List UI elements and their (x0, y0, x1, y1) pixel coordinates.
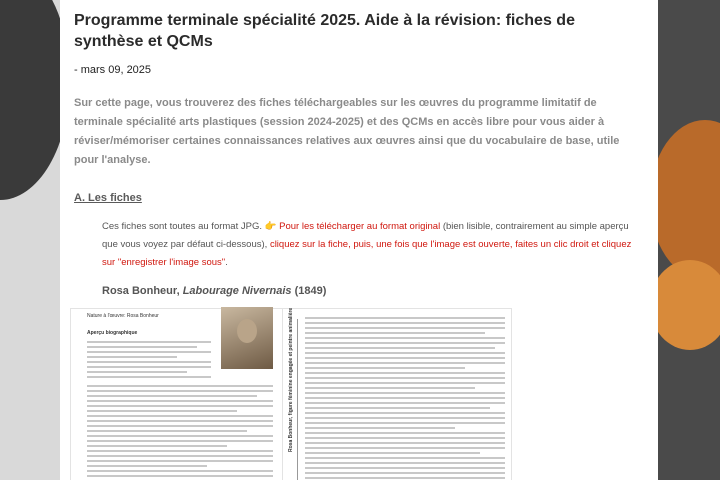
post-date: - mars 09, 2025 (74, 64, 152, 76)
instructions-text-2: (bien lisible, contrairement au simple aperçu que vous voyez par défaut ci-dessous), (102, 221, 629, 250)
artwork-heading (74, 285, 644, 297)
sheet-thumbnail-biography[interactable] (70, 308, 285, 480)
background-arc-2 (650, 260, 720, 350)
download-instructions (74, 218, 634, 272)
artwork-year: (1849) (291, 285, 327, 297)
instructions-highlight: Pour les télécharger au format original (276, 221, 441, 232)
instructions-end: . (225, 257, 228, 268)
portrait-image (221, 307, 273, 369)
sheet-text-block-2 (87, 385, 273, 480)
sheet-text-block-3 (305, 317, 505, 480)
artwork-title: Labourage Nivernais (182, 285, 292, 297)
section-heading-fiches: A. Les fiches (74, 192, 142, 204)
sheet-gallery (60, 308, 580, 480)
sheet-divider (297, 319, 298, 480)
sheet-subhead: Aperçu biographique (87, 330, 138, 336)
pointing-hand-icon: 👉 (264, 221, 277, 232)
sheet-vertical-title: Rosa Bonheur, figure féminine engagée et peintre animalière (288, 307, 294, 452)
instructions-text: Ces fiches sont toutes au format JPG. (102, 221, 265, 232)
artist-name: Rosa Bonheur, (102, 285, 183, 297)
sheet-text-block (87, 341, 211, 381)
sheet-thumbnail-engagement[interactable] (282, 308, 512, 480)
post-intro: Sur cette page, vous trouverez des fiches téléchargeables sur les œuvres du programme limitatif de terminale spécialité arts plastiques (session 2024-2025) et des QCMs en accès libre pour vous aider à réviser/mémoriser certaines connaissances relatives aux œuvres ainsi que du vocabulaire de base, utile pour l'analyse. (74, 97, 620, 166)
instructions-highlight-2: cliquez sur la fiche, puis, une fois que l'image est ouverte, faites un clic droit et cliquez sur "enregistrer l'image sous" (102, 239, 632, 268)
sheet-label: Nature à l'œuvre: Rosa Bonheur (87, 313, 159, 319)
post-title[interactable]: Programme terminale spécialité 2025. Aide à la révision: fiches de synthèse et QCMs (74, 12, 575, 50)
